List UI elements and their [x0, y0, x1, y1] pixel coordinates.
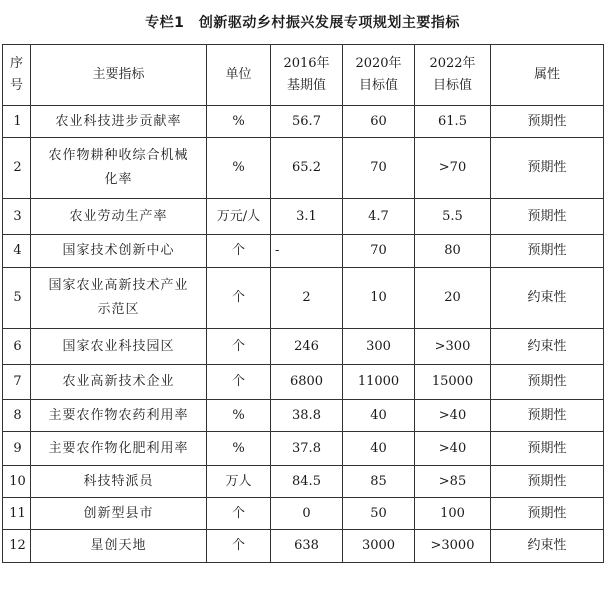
row-unit: 万人: [207, 466, 271, 498]
row-indicator: 科技特派员: [31, 466, 207, 498]
row-attribute: 预期性: [491, 432, 604, 466]
row-2016-baseline: 0: [271, 498, 343, 530]
row-indicator: 国家农业高新技术产业示范区: [31, 268, 207, 329]
row-unit: 万元/人: [207, 199, 271, 235]
row-2016-baseline: 56.7: [271, 106, 343, 138]
row-number: 7: [3, 365, 31, 400]
row-2016-baseline: 246: [271, 329, 343, 365]
row-2022-target: 5.5: [415, 199, 491, 235]
row-2020-target: 85: [343, 466, 415, 498]
row-2020-target: 60: [343, 106, 415, 138]
row-2022-target: >85: [415, 466, 491, 498]
row-2022-target: >40: [415, 400, 491, 432]
row-2022-target: 80: [415, 235, 491, 268]
row-2016-baseline: -: [271, 235, 343, 268]
row-unit: %: [207, 400, 271, 432]
row-2016-baseline: 3.1: [271, 199, 343, 235]
row-indicator: 星创天地: [31, 530, 207, 563]
row-number: 1: [3, 106, 31, 138]
row-attribute: 预期性: [491, 400, 604, 432]
row-attribute: 预期性: [491, 106, 604, 138]
table-row: [3, 329, 604, 365]
row-attribute: 预期性: [491, 138, 604, 199]
row-2022-target: 61.5: [415, 106, 491, 138]
row-unit: 个: [207, 268, 271, 329]
row-unit: 个: [207, 235, 271, 268]
row-2020-target: 11000: [343, 365, 415, 400]
table-row: [3, 268, 604, 329]
row-2022-target: 15000: [415, 365, 491, 400]
row-number: 10: [3, 466, 31, 498]
row-number: 11: [3, 498, 31, 530]
row-unit: %: [207, 106, 271, 138]
row-2016-baseline: 2: [271, 268, 343, 329]
table-row: [3, 106, 604, 138]
row-attribute: 预期性: [491, 498, 604, 530]
row-attribute: 预期性: [491, 466, 604, 498]
table-row: [3, 530, 604, 563]
row-2022-target: 20: [415, 268, 491, 329]
row-unit: %: [207, 138, 271, 199]
row-2020-target: 4.7: [343, 199, 415, 235]
header-unit: 单位: [207, 45, 271, 106]
header-row: [3, 45, 604, 106]
row-indicator: 农业劳动生产率: [31, 199, 207, 235]
row-number: 5: [3, 268, 31, 329]
row-attribute: 预期性: [491, 365, 604, 400]
table-row: [3, 199, 604, 235]
row-2020-target: 70: [343, 235, 415, 268]
header-2022: 2022年目标值: [415, 45, 491, 106]
row-2020-target: 300: [343, 329, 415, 365]
row-number: 12: [3, 530, 31, 563]
indicator-table: [2, 44, 604, 563]
row-number: 2: [3, 138, 31, 199]
row-indicator: 农业科技进步贡献率: [31, 106, 207, 138]
row-indicator: 农业高新技术企业: [31, 365, 207, 400]
row-2016-baseline: 638: [271, 530, 343, 563]
table-title: 专栏1 创新驱动乡村振兴发展专项规划主要指标: [145, 15, 460, 31]
row-attribute: 约束性: [491, 329, 604, 365]
table-row: [3, 400, 604, 432]
header-no: 序号: [3, 45, 31, 106]
table-row: [3, 498, 604, 530]
header-2020: 2020年目标值: [343, 45, 415, 106]
row-unit: 个: [207, 530, 271, 563]
row-indicator: 国家农业科技园区: [31, 329, 207, 365]
row-2016-baseline: 84.5: [271, 466, 343, 498]
row-2022-target: >40: [415, 432, 491, 466]
row-attribute: 预期性: [491, 199, 604, 235]
row-indicator: 主要农作物农药利用率: [31, 400, 207, 432]
table-row: [3, 432, 604, 466]
row-2020-target: 3000: [343, 530, 415, 563]
row-2020-target: 40: [343, 400, 415, 432]
row-number: 8: [3, 400, 31, 432]
row-attribute: 预期性: [491, 235, 604, 268]
row-number: 6: [3, 329, 31, 365]
row-2022-target: >300: [415, 329, 491, 365]
row-2022-target: >3000: [415, 530, 491, 563]
row-indicator: 农作物耕种收综合机械化率: [31, 138, 207, 199]
row-attribute: 约束性: [491, 530, 604, 563]
header-2016: 2016年基期值: [271, 45, 343, 106]
table-row: [3, 138, 604, 199]
row-2022-target: 100: [415, 498, 491, 530]
row-number: 9: [3, 432, 31, 466]
row-unit: 个: [207, 365, 271, 400]
row-2022-target: >70: [415, 138, 491, 199]
table-row: [3, 466, 604, 498]
row-2016-baseline: 6800: [271, 365, 343, 400]
row-2020-target: 70: [343, 138, 415, 199]
table-row: [3, 365, 604, 400]
header-attr: 属性: [491, 45, 604, 106]
row-attribute: 约束性: [491, 268, 604, 329]
row-2016-baseline: 65.2: [271, 138, 343, 199]
row-unit: 个: [207, 498, 271, 530]
row-number: 3: [3, 199, 31, 235]
table-row: [3, 235, 604, 268]
row-indicator: 创新型县市: [31, 498, 207, 530]
row-number: 4: [3, 235, 31, 268]
row-2016-baseline: 38.8: [271, 400, 343, 432]
row-indicator: 国家技术创新中心: [31, 235, 207, 268]
row-2020-target: 50: [343, 498, 415, 530]
header-indicator: 主要指标: [31, 45, 207, 106]
row-unit: 个: [207, 329, 271, 365]
row-unit: %: [207, 432, 271, 466]
row-2020-target: 10: [343, 268, 415, 329]
row-indicator: 主要农作物化肥利用率: [31, 432, 207, 466]
row-2020-target: 40: [343, 432, 415, 466]
row-2016-baseline: 37.8: [271, 432, 343, 466]
